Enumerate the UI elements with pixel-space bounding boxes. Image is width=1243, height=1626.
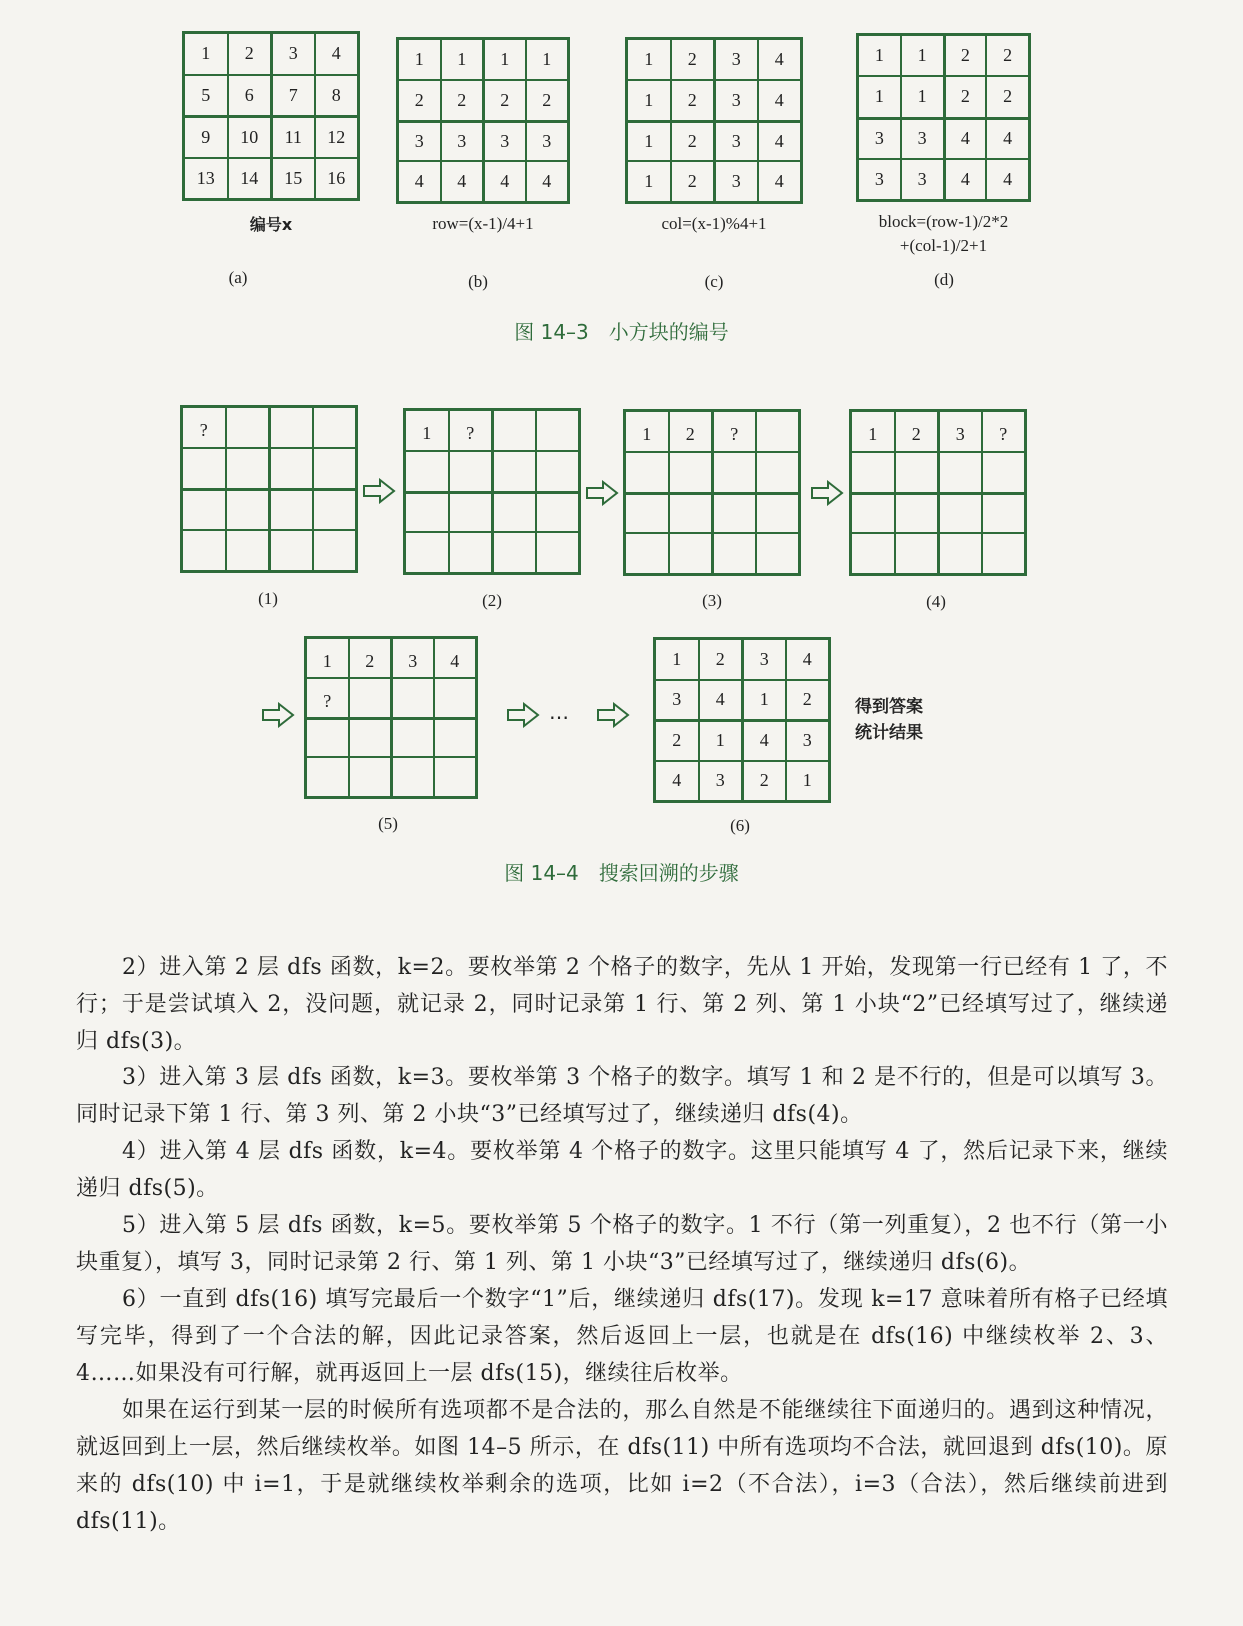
grid-cell	[536, 451, 580, 492]
step-3-label: (3)	[702, 591, 722, 610]
grid-cell	[449, 532, 493, 573]
step-1-grid	[180, 405, 358, 573]
grid-cell	[625, 452, 669, 493]
result-line-1: 得到答案	[855, 697, 923, 717]
grid-cell	[895, 452, 939, 493]
figure-14-3-caption: 图 14–3 小方块的编号	[514, 320, 729, 344]
grid-cell: 2	[944, 35, 987, 76]
grid-cell	[851, 533, 895, 574]
grid-cell: 5	[184, 75, 228, 117]
grid-cell: 2	[671, 39, 715, 80]
grid-cell: 3	[714, 39, 758, 80]
grid-cell: 3	[901, 118, 944, 159]
step-6-label: (6)	[730, 816, 750, 835]
grid-cell: 2	[671, 80, 715, 121]
grid-cell: 1	[441, 39, 484, 80]
grid-cell: ?	[982, 411, 1026, 452]
grid-cell: 4	[758, 161, 802, 202]
grid-cell	[449, 451, 493, 492]
paragraph-step-5: 5）进入第 5 层 dfs 函数，k=5。要枚举第 5 个格子的数字。1 不行（第一列重复），2 也不行（第一小块重复），填写 3，同时记录第 2 行、第 1 列、第 1 小块“3”已经填写过了，继续递归 dfs(6)。	[76, 1213, 1168, 1275]
grid-cell: 2	[895, 411, 939, 452]
grid-cell: 3	[483, 121, 526, 162]
step-6-grid	[653, 637, 831, 803]
step-4-label: (4)	[926, 592, 946, 611]
grid-cell	[669, 533, 713, 574]
grid-cell	[938, 493, 982, 534]
grid-cell: 3	[714, 121, 758, 162]
grid-cell	[851, 493, 895, 534]
grid-cell: 1	[625, 411, 669, 452]
grid-cell	[536, 492, 580, 533]
step-5-label: (5)	[378, 814, 398, 833]
grid-cell	[492, 451, 536, 492]
ellipsis: …	[549, 700, 569, 724]
grid-cell: 3	[526, 121, 569, 162]
formula-d-line2: +(col-1)/2+1	[899, 236, 988, 255]
grid-cell: 1	[901, 35, 944, 76]
grid-cell: 11	[271, 116, 315, 158]
grid-cell	[269, 448, 313, 489]
grid-cell: 9	[184, 116, 228, 158]
grid-cell: 3	[858, 159, 901, 200]
label-a: (a)	[228, 268, 248, 287]
grid-cell: 4	[526, 161, 569, 202]
grid-cell: 1	[786, 761, 830, 802]
grid-cell: 4	[944, 159, 987, 200]
grid-cell: 3	[858, 118, 901, 159]
grid-cell: 1	[851, 411, 895, 452]
grid-cell	[982, 493, 1026, 534]
label-b: (b)	[468, 272, 488, 291]
grid-cell	[669, 452, 713, 493]
grid-cell: 1	[627, 121, 671, 162]
grid-cell: 1	[398, 39, 441, 80]
grid-cell	[313, 448, 357, 489]
step-4-grid	[849, 409, 1027, 576]
grid-cell	[405, 451, 449, 492]
grid-cell	[851, 452, 895, 493]
grid-cell: 1	[184, 33, 228, 75]
grid-cell: 1	[483, 39, 526, 80]
grid-cell	[269, 489, 313, 530]
grid-cell: 2	[944, 76, 987, 117]
grid-cell	[405, 532, 449, 573]
grid-cell: 2	[441, 80, 484, 121]
grid-cell: 4	[758, 39, 802, 80]
paragraph-step-4: 4）进入第 4 层 dfs 函数，k=4。要枚举第 4 个格子的数字。这里只能填写 4 了，然后记录下来，继续递归 dfs(5)。	[76, 1139, 1168, 1201]
paragraph-backtrack: 如果在运行到某一层的时候所有选项都不是合法的，那么自然是不能继续往下面递归的。遇到这种情况，就返回到上一层，然后继续枚举。如图 14–5 所示，在 dfs(11) 中所有选项均不合法，就回退到 dfs(10)。原来的 dfs(10) 中 i=1，于是就继续枚举剩余的选项，比如 i=2（不合法），i=3（合法），然后继续前进到 dfs(11)。	[76, 1398, 1168, 1534]
grid-cell: 2	[699, 639, 743, 680]
grid-cell: 1	[858, 35, 901, 76]
grid-cell: 3	[398, 121, 441, 162]
grid-cell	[269, 530, 313, 571]
grid-cell	[938, 533, 982, 574]
grid-cell: 7	[271, 75, 315, 117]
paragraph-step-6: 6）一直到 dfs(16) 填写完最后一个数字“1”后，继续递归 dfs(17)。发现 k=17 意味着所有格子已经填写完毕，得到了一个合法的解，因此记录答案，然后返回上一层，也就是在 dfs(16) 中继续枚举 2、3、4……如果没有可行解，就再返回上一层 dfs(15)，继续往后枚举。	[76, 1287, 1168, 1386]
paragraph-step-3: 3）进入第 3 层 dfs 函数，k=3。要枚举第 3 个格子的数字。填写 1 和 2 是不行的，但是可以填写 3。同时记录下第 1 行、第 3 列、第 2 小块“3”已经填写过了，继续递归 dfs(4)。	[76, 1065, 1168, 1127]
grid-cell: 12	[315, 116, 359, 158]
grid-cell	[434, 718, 477, 758]
grid-cell: 1	[306, 638, 349, 678]
grid-cell: 2	[742, 761, 786, 802]
grid-cell: 2	[349, 638, 392, 678]
grid-cell: 1	[699, 720, 743, 761]
grid-cell	[313, 489, 357, 530]
grid-cell: 6	[228, 75, 272, 117]
grid-cell: 3	[441, 121, 484, 162]
arrow-right-icon	[596, 702, 630, 728]
grid-cell	[306, 757, 349, 797]
grid-cell: 2	[669, 411, 713, 452]
step-2-label: (2)	[482, 591, 502, 610]
grid-cell: 2	[526, 80, 569, 121]
grid-cell	[492, 410, 536, 451]
grid-cell: 3	[714, 161, 758, 202]
grid-cell	[226, 489, 270, 530]
step-3-grid	[623, 409, 801, 576]
grid-cell: 4	[758, 80, 802, 121]
grid-cell: 1	[405, 410, 449, 451]
grid-cell: 4	[655, 761, 699, 802]
grid-c-col	[625, 37, 803, 204]
arrow-right-icon	[585, 480, 619, 506]
grid-cell	[669, 493, 713, 534]
result-line-2: 统计结果	[855, 723, 923, 743]
grid-cell	[756, 411, 800, 452]
grid-cell	[313, 407, 357, 448]
grid-cell: 1	[627, 161, 671, 202]
grid-cell	[405, 492, 449, 533]
grid-cell: 4	[758, 121, 802, 162]
grid-cell: 4	[986, 159, 1029, 200]
grid-cell: 15	[271, 158, 315, 200]
grid-cell: 13	[184, 158, 228, 200]
grid-cell: 3	[391, 638, 434, 678]
arrow-right-icon	[810, 480, 844, 506]
paragraph-step-2: 2）进入第 2 层 dfs 函数，k=2。要枚举第 2 个格子的数字，先从 1 开始，发现第一行已经有 1 了，不行；于是尝试填入 2，没问题，就记录 2，同时记录第 1 行、第 2 列、第 1 小块“2”已经填写过了，继续递归 dfs(3)。	[76, 955, 1168, 1054]
grid-cell	[391, 718, 434, 758]
grid-cell: 2	[483, 80, 526, 121]
grid-cell: ?	[712, 411, 756, 452]
grid-cell	[625, 493, 669, 534]
grid-cell	[756, 533, 800, 574]
grid-cell: 4	[315, 33, 359, 75]
grid-cell	[492, 492, 536, 533]
grid-cell	[306, 718, 349, 758]
grid-cell	[895, 533, 939, 574]
grid-d-block	[856, 33, 1031, 202]
grid-cell: 8	[315, 75, 359, 117]
arrow-right-icon	[506, 702, 540, 728]
label-c: (c)	[704, 272, 724, 291]
grid-cell	[226, 407, 270, 448]
label-d: (d)	[934, 270, 954, 289]
grid-cell	[391, 678, 434, 718]
grid-cell	[182, 489, 226, 530]
grid-cell: 2	[786, 680, 830, 721]
grid-a-numbering	[182, 31, 360, 201]
grid-cell: 1	[526, 39, 569, 80]
grid-cell: 1	[901, 76, 944, 117]
formula-a: 编号x	[249, 215, 293, 234]
grid-cell	[349, 678, 392, 718]
grid-cell: ?	[306, 678, 349, 718]
grid-cell: 4	[944, 118, 987, 159]
grid-cell	[349, 757, 392, 797]
grid-cell	[982, 452, 1026, 493]
grid-cell: 4	[986, 118, 1029, 159]
formula-b: row=(x-1)/4+1	[432, 214, 534, 233]
grid-cell: 4	[483, 161, 526, 202]
grid-cell: 4	[434, 638, 477, 678]
grid-cell: 3	[901, 159, 944, 200]
grid-cell	[434, 678, 477, 718]
grid-cell	[712, 493, 756, 534]
grid-cell	[895, 493, 939, 534]
step-1-label: (1)	[258, 589, 278, 608]
grid-cell	[391, 757, 434, 797]
grid-cell: 2	[655, 720, 699, 761]
result-text	[855, 694, 923, 746]
grid-cell: 4	[742, 720, 786, 761]
grid-cell: 2	[671, 161, 715, 202]
step-2-grid	[403, 408, 581, 575]
grid-cell: 10	[228, 116, 272, 158]
grid-cell: 1	[627, 39, 671, 80]
grid-cell: 16	[315, 158, 359, 200]
grid-cell: 4	[398, 161, 441, 202]
grid-cell: 3	[742, 639, 786, 680]
grid-cell: 3	[714, 80, 758, 121]
grid-cell	[449, 492, 493, 533]
grid-cell	[625, 533, 669, 574]
grid-cell: 3	[786, 720, 830, 761]
grid-cell: 1	[627, 80, 671, 121]
grid-cell	[536, 532, 580, 573]
grid-cell: 1	[858, 76, 901, 117]
grid-cell	[313, 530, 357, 571]
figure-14-4-caption: 图 14–4 搜索回溯的步骤	[504, 861, 739, 885]
grid-cell	[712, 452, 756, 493]
grid-cell	[982, 533, 1026, 574]
grid-cell	[226, 448, 270, 489]
grid-cell	[756, 493, 800, 534]
grid-cell: 2	[986, 76, 1029, 117]
grid-cell	[536, 410, 580, 451]
grid-cell	[182, 448, 226, 489]
grid-cell: 4	[441, 161, 484, 202]
grid-cell: 2	[671, 121, 715, 162]
grid-cell	[269, 407, 313, 448]
grid-cell	[182, 530, 226, 571]
arrow-right-icon	[362, 478, 396, 504]
grid-cell	[756, 452, 800, 493]
formula-c: col=(x-1)%4+1	[661, 214, 767, 233]
step-5-grid	[304, 636, 478, 799]
grid-cell: 4	[786, 639, 830, 680]
grid-cell: 3	[655, 680, 699, 721]
grid-cell: 3	[938, 411, 982, 452]
grid-cell	[226, 530, 270, 571]
grid-cell: 14	[228, 158, 272, 200]
grid-cell: 4	[699, 680, 743, 721]
formula-d-line1: block=(row-1)/2*2	[878, 212, 1009, 231]
grid-b-row	[396, 37, 570, 204]
grid-cell: 3	[699, 761, 743, 802]
grid-cell: ?	[182, 407, 226, 448]
grid-cell: ?	[449, 410, 493, 451]
grid-cell	[712, 533, 756, 574]
grid-cell	[434, 757, 477, 797]
grid-cell: 1	[655, 639, 699, 680]
grid-cell: 3	[271, 33, 315, 75]
grid-cell: 2	[398, 80, 441, 121]
grid-cell	[349, 718, 392, 758]
grid-cell: 2	[228, 33, 272, 75]
arrow-right-icon	[261, 702, 295, 728]
grid-cell	[492, 532, 536, 573]
grid-cell: 2	[986, 35, 1029, 76]
grid-cell: 1	[742, 680, 786, 721]
grid-cell	[938, 452, 982, 493]
